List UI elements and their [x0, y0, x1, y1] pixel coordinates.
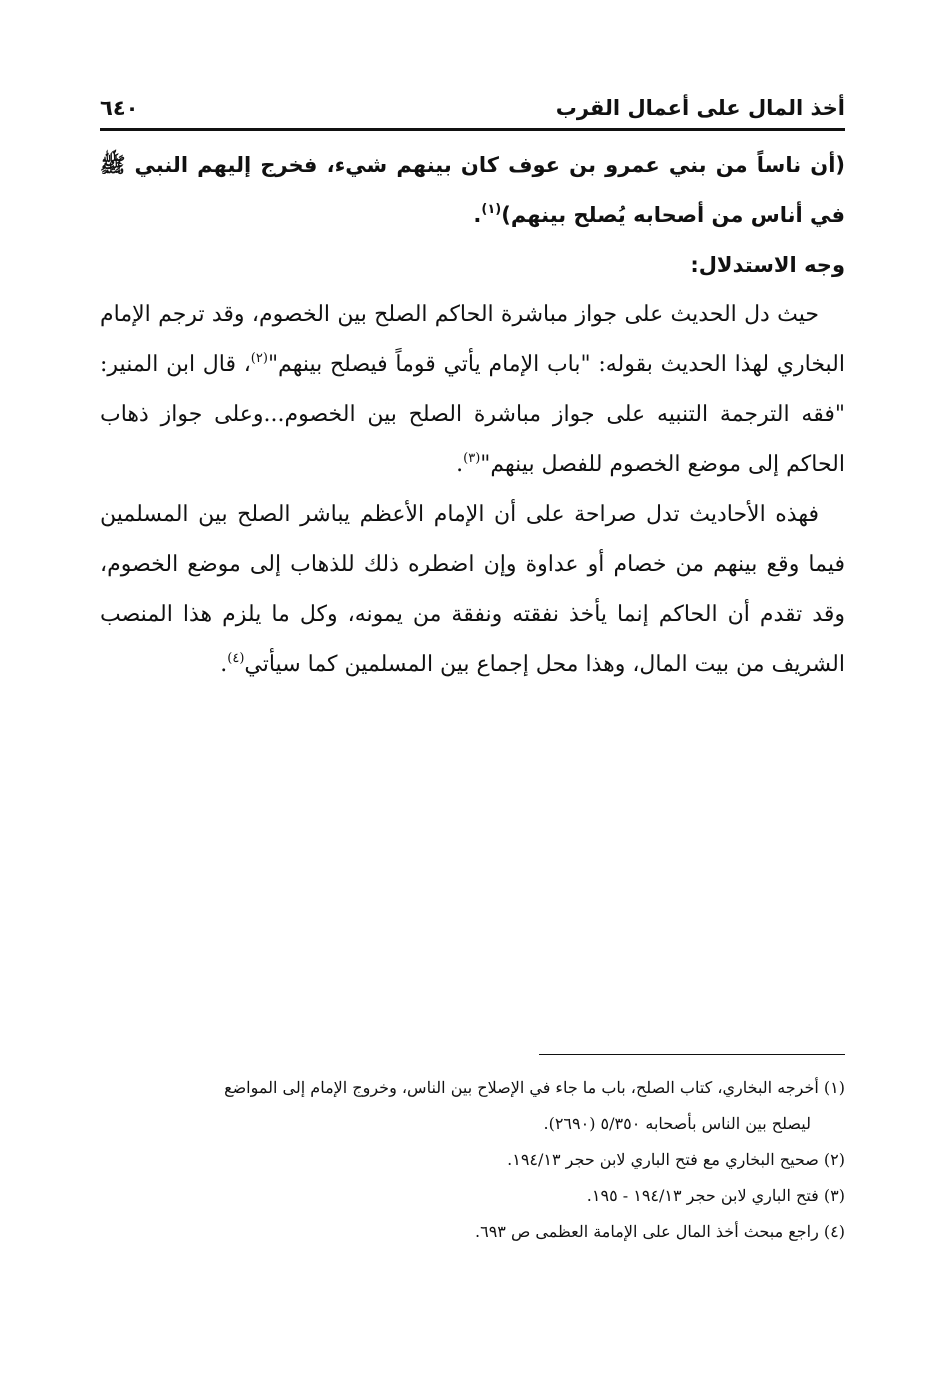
- running-header: [100, 92, 845, 128]
- footnote-ref-3: (٣): [463, 451, 481, 466]
- paragraph-1-text-b: ، قال ابن المنير: "فقه الترجمة التنبيه على جواز مباشرة الصلح بين الخصوم...وعلى جواز ذهاب الحاكم إلى موضع الخصوم للفصل بينهم": [100, 352, 845, 477]
- header-rule: [100, 128, 845, 131]
- footnote-ref-1: (١): [481, 202, 502, 217]
- page-number: ٦٤٠: [100, 96, 139, 120]
- footnote-2: (٢) صحيح البخاري مع فتح الباري لابن حجر ١٩٤/١٣.: [507, 1150, 845, 1169]
- paragraph-2-end: .: [220, 652, 228, 677]
- paragraph-1-end: .: [456, 452, 464, 477]
- paragraph-2: [100, 490, 845, 690]
- footnote-3: (٣) فتح الباري لابن حجر ١٩٤/١٣ - ١٩٥.: [586, 1186, 845, 1205]
- footnote-ref-2: (٢): [250, 351, 268, 366]
- hadith-quote: [100, 140, 845, 240]
- hadith-end: .: [473, 203, 482, 227]
- section-heading: وجه الاستدلال:: [690, 253, 845, 277]
- main-text: [100, 140, 845, 690]
- footnote-4: (٤) راجع مبحث أخذ المال على الإمامة العظمى ص ٦٩٣.: [475, 1222, 845, 1241]
- paragraph-2-text: فهذه الأحاديث تدل صراحة على أن الإمام الأعظم يباشر الصلح بين المسلمين فيما وقع بينهم من خصام أو عداوة وإن اضطره ذلك للذهاب إلى موضع الخصوم، وقد تقدم أن الحاكم إنما يأخذ نفقته ونفقة من يمونه، وكل ما يلزم هذا المنصب الشريف من بيت المال، وهذا محل إجماع بين المسلمين كما سيأتي: [100, 502, 845, 677]
- footnote-separator: [539, 1054, 845, 1055]
- paragraph-1: [100, 290, 845, 490]
- paragraph-1-text-a: حيث دل الحديث على جواز مباشرة الحاكم الصلح بين الخصوم، وقد ترجم الإمام البخاري لهذا الحديث بقوله: "باب الإمام يأتي قوماً فيصلح بينهم": [100, 302, 845, 377]
- hadith-text: (أن ناساً من بني عمرو بن عوف كان بينهم شيء، فخرج إليهم النبي ﷺ في أناس من أصحابه يُصلح بينهم): [100, 153, 845, 227]
- header-title: أخذ المال على أعمال القرب: [555, 96, 845, 120]
- footnote-1: (١) أخرجه البخاري، كتاب الصلح، باب ما جاء في الإصلاح بين الناس، وخروج الإمام إلى المواضع: [224, 1078, 845, 1097]
- footnotes: [100, 1070, 845, 1250]
- footnote-ref-4: (٤): [227, 651, 245, 666]
- footnote-1-continued: ليصلح بين الناس بأصحابه ٥/٣٥٠ (٢٦٩٠).: [543, 1114, 811, 1133]
